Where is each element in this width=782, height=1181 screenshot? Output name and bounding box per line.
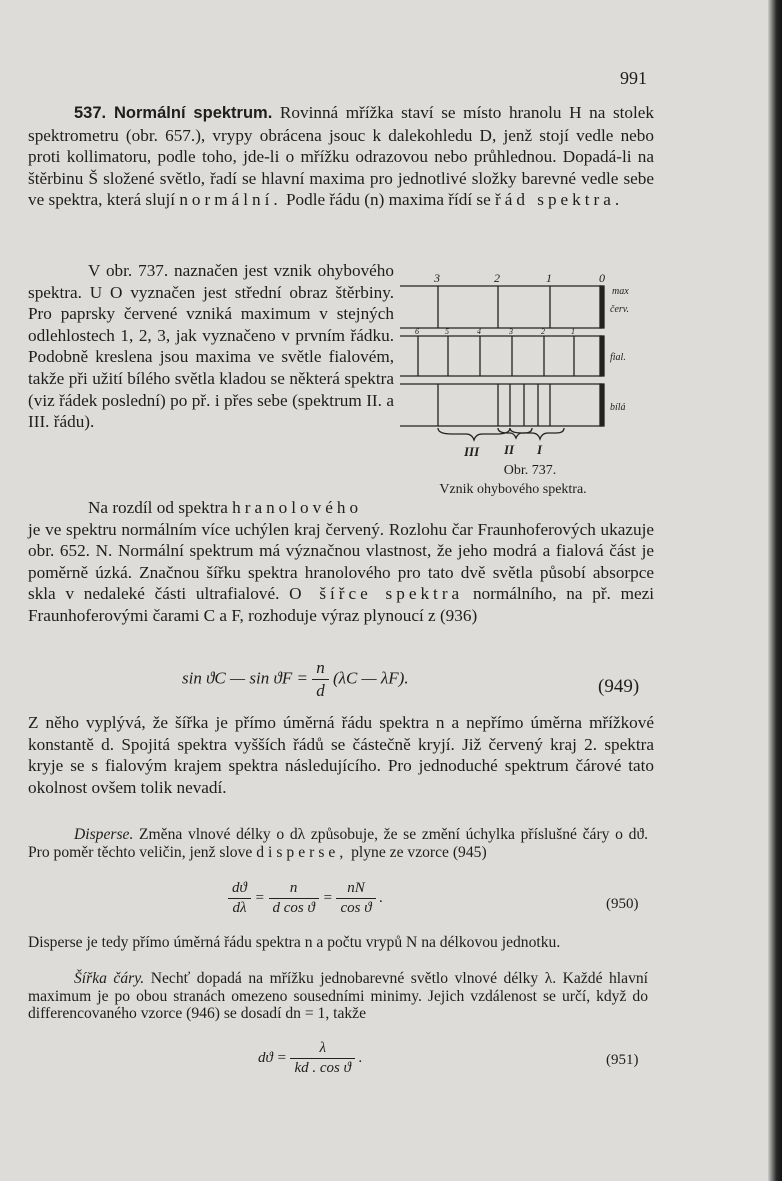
line-width-heading: Šířka čáry. xyxy=(74,970,145,987)
section-continuation xyxy=(28,497,654,627)
row1-center xyxy=(600,286,604,328)
eq949-rhs: (λC — λF). xyxy=(332,668,409,688)
eq951-number: (951) xyxy=(606,1052,639,1068)
figure-text-column xyxy=(28,260,394,433)
paragraph-3-start: Na rozdíl od spektra xyxy=(88,498,228,517)
row1-label-2: 1 xyxy=(546,271,552,285)
eq951-num: λ xyxy=(290,1040,355,1059)
dispersion-text-3: Disperse je tedy přímo úměrná řádu spektra n a počtu vrypů N na délkovou jednotku. xyxy=(28,934,561,951)
eq950-c-num: nN xyxy=(336,880,375,899)
paragraph-1: Rovinná mřížka staví se místo hranolu H na stolek spektrometru (obr. 657.), vrypy obrácena jsouc k dalekohledu D, jenž stojí vedle nebo proti kollimatoru, podle toho, jde-li o mřížku odrazovou nebo průhlednou. Dopadá-li na štěrbinu Š složené světlo, řadí se hlavní maxima pro jednotlivé složky barevné vedle sebe ve spektra, která slují xyxy=(28,103,654,210)
row2-label-3: 3 xyxy=(509,327,513,336)
order-term: řád spektra. xyxy=(495,190,624,210)
eq950-a-num: dϑ xyxy=(228,880,251,899)
side-label-violet: fial. xyxy=(610,352,626,363)
brace-III xyxy=(438,428,510,440)
dispersion-text-1: Změna vlnové délky o dλ způsobuje, že se změní úchylka příslušné čáry o dϑ. Pro poměr těchto veličin, jenž slove xyxy=(28,826,648,861)
paragraph-5: Z něho vyplývá, že šířka je přímo úměrná řádu spektra n a nepřímo úměrna mřížkové konstantě d. Spojitá spektra vyšších řádů se částečně kryjí. Již červený kraj 2. spektra kryje se s fialovým krajem spektra následujícího. Pro jednoduché spektrum čárové tato okolnost ovšem tolik nevadí. xyxy=(28,713,654,797)
dispersion-term: disperse, xyxy=(256,843,348,861)
eq949-num: n xyxy=(312,658,329,680)
order-label-III: III xyxy=(464,444,480,459)
order-label-II: II xyxy=(504,442,515,457)
eq951-den: kd . cos ϑ xyxy=(294,1060,351,1076)
section-intro xyxy=(28,102,654,211)
dispersion-text-2: plyne ze vzorce (945) xyxy=(351,843,487,861)
paragraph-5-block xyxy=(28,712,654,798)
row3-center xyxy=(600,384,604,426)
width-term: O šířce spektra xyxy=(289,584,464,604)
row1-label-1: 2 xyxy=(494,271,500,285)
section-title: 537. Normální spektrum. xyxy=(74,104,273,122)
eq950-b-num: n xyxy=(269,880,319,899)
paragraph-3: je ve spektru normálním více uchýlen kraj červený. Rozlohu čar Fraunhoferových ukazuje obr. 652. N. Normální spektrum má význačnou vlastnost, že jeho modrá a fialová část je poměrně úzká. Značnou šířku spektra hranolového pro tato dvě světla působí absorpce skla v nedaleké části ultrafialové. xyxy=(28,519,654,604)
prism-term: hranolového xyxy=(232,498,363,517)
row1-label-0: 3 xyxy=(434,271,440,285)
dispersion-block xyxy=(28,826,648,861)
side-label-red: červ. xyxy=(610,304,629,315)
line-width-block xyxy=(28,970,648,1023)
row2-label-6: 0 xyxy=(600,335,604,344)
row1-label-3: 0 xyxy=(599,271,605,285)
page-edge xyxy=(768,0,782,1181)
normal-term: normální. xyxy=(179,190,282,210)
equation-950: $\frac{dϑ}{d\lambda}$ = $\frac{n}{\text{d cos ϑ}}$ = $\frac{nN}{\text{cos ϑ}}$ . xyxy=(228,880,383,917)
row2-label-0: 6 xyxy=(415,327,419,336)
eq949-den: d xyxy=(316,681,325,700)
dispersion-conclusion-block xyxy=(28,934,648,952)
line-width-text: Nechť dopadá na mřížku jednobarevné světlo vlnové délky λ. Každé hlavní maximum je po obou stranách omezeno sousedními minimy. Jejich vzdálenost se určí, když do differencovaného vzorce (946) se dosadí dn = 1, takže xyxy=(28,970,648,1023)
eq950-c-den: cos ϑ xyxy=(340,900,372,916)
equation-951: dϑ = $\frac{\lambda}{\text{kd . cos ϑ}}$ . xyxy=(258,1040,363,1076)
order-label-I: I xyxy=(537,442,543,457)
paragraph-2: V obr. 737. naznačen jest vznik ohybového spektra. U O vyznačen jest střední obraz štěrbiny. Pro paprsky červené vzniká maximum v stejných odlehlostech 1, 2, 3, jak vyznačeno v prvním řádku. Podobně kreslena jsou maxima ve světle fialovém, takže při užití bílého světla kladou se některá spektra (viz řádek poslední) po př. i přes sebe (spektrum II. a III. řádu). xyxy=(28,261,394,432)
row2-label-4: 2 xyxy=(541,327,545,336)
row2-label-2: 4 xyxy=(477,327,481,336)
eq950-number: (950) xyxy=(606,896,639,912)
row2-label-5: 1 xyxy=(571,327,575,336)
side-label-max: max xyxy=(612,286,629,297)
brace-I xyxy=(510,428,564,439)
figure-737 xyxy=(398,268,658,468)
figure-number: Obr. 737. xyxy=(503,463,557,478)
eq951-lhs: dϑ = xyxy=(258,1049,287,1066)
paragraph-1-end: Podle řádu (n) maxima řídí se xyxy=(285,190,491,210)
eq949-number: (949) xyxy=(598,676,640,697)
equation-949 xyxy=(182,658,409,701)
side-label-white: bílá xyxy=(610,402,626,413)
page-number: 991 xyxy=(620,68,647,88)
figure-caption: Vznik ohybového spektra. xyxy=(439,482,587,497)
eq950-b-den: d cos ϑ xyxy=(272,900,315,916)
eq950-a-den: dλ xyxy=(232,900,247,916)
dispersion-heading: Disperse. xyxy=(74,826,134,843)
eq949-lhs: sin ϑC — sin ϑF = xyxy=(182,668,308,688)
row2-label-1: 5 xyxy=(445,327,449,336)
paragraph-4: normálního, na př. mezi Fraunhoferovými čarami C a F, rozhoduje výraz plynoucí z (936) xyxy=(28,584,655,625)
